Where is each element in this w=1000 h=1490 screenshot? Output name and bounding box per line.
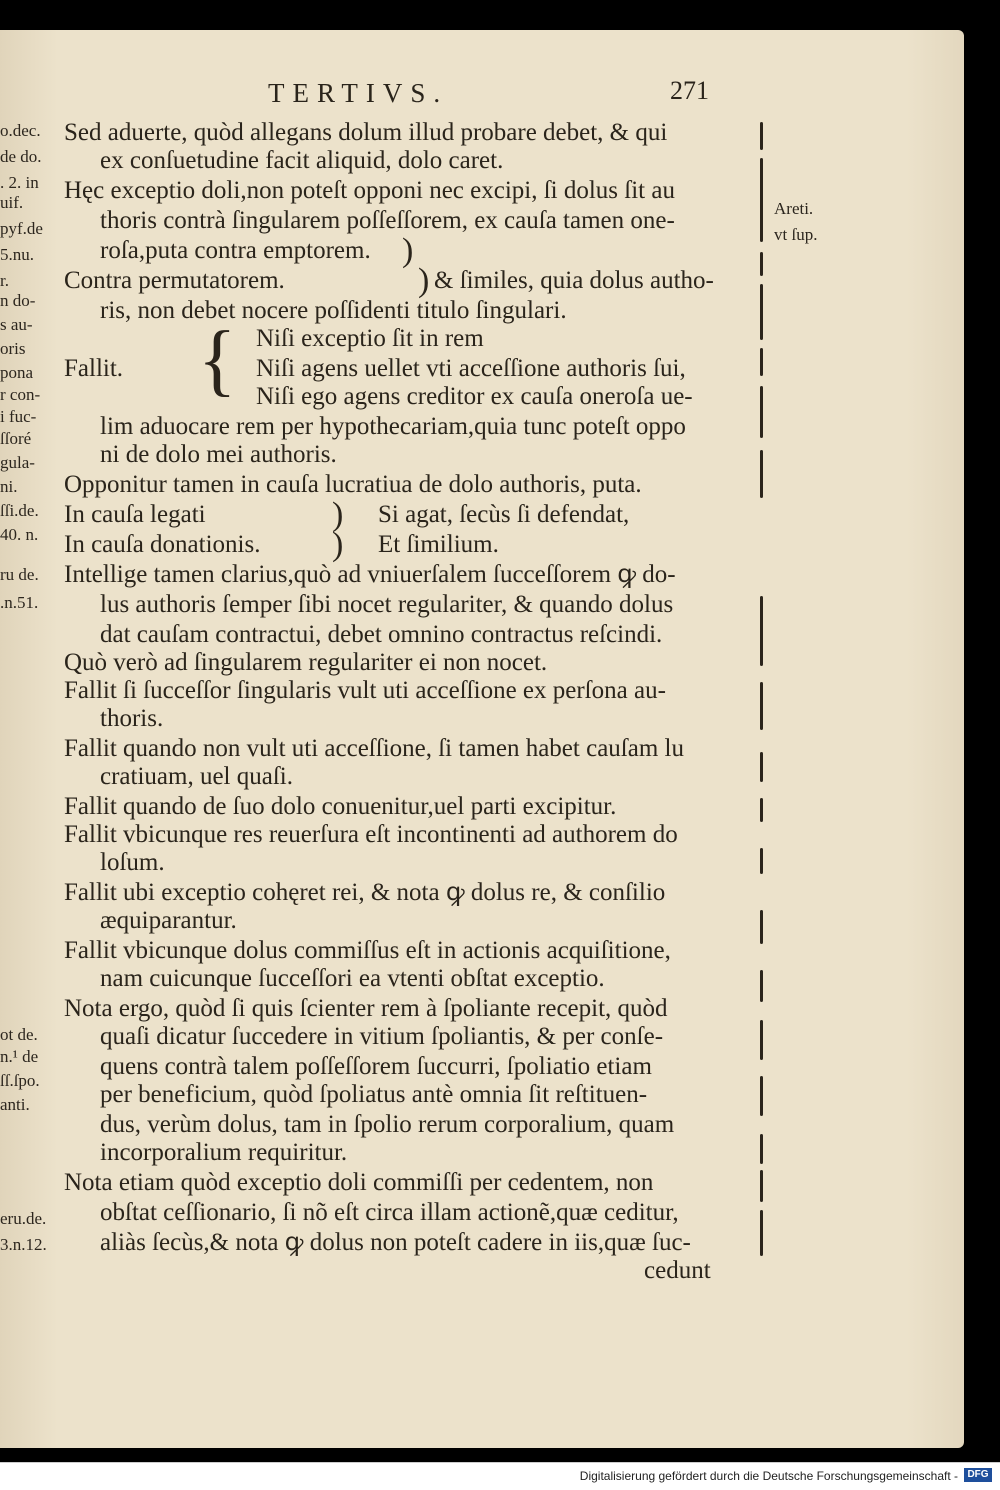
- body-line: Contra permutatorem.: [64, 267, 285, 294]
- margin-rule: [760, 752, 763, 782]
- left-margin-note: pyf.de: [0, 219, 43, 238]
- body-line: cratiuam, uel quaſi.: [100, 763, 293, 790]
- left-margin-note: .n.51.: [0, 593, 39, 612]
- left-margin-note: 40. n.: [0, 525, 39, 544]
- left-margin-note: ru de.: [0, 565, 39, 584]
- close-brace-mark: ): [332, 496, 344, 533]
- body-line: Et ſimilium.: [378, 531, 499, 558]
- left-margin-note: pona: [0, 363, 34, 382]
- body-line: Fallit ſi ſucceſſor ſingularis vult uti acceſſione ex perſona au-: [64, 677, 666, 704]
- close-brace-mark: ): [402, 232, 414, 269]
- left-margin-note: de do.: [0, 147, 42, 166]
- left-margin-note: oris: [0, 339, 26, 358]
- running-title: TERTIVS.: [268, 78, 449, 108]
- body-line: & ſimiles, quia dolus autho-: [434, 267, 714, 294]
- body-line: incorporalium requiritur.: [100, 1139, 348, 1166]
- body-line: lus authoris ſemper ſibi nocet regulariter, & quando dolus: [100, 591, 674, 618]
- body-line: Sed aduerte, quòd allegans dolum illud probare debet, & qui: [64, 119, 668, 146]
- body-line: In cauſa legati: [64, 501, 206, 528]
- left-margin-note: r.: [0, 271, 9, 290]
- margin-rule: [760, 596, 763, 666]
- body-line: nam cuicunque ſucceſſori ea vtenti obſtat exceptio.: [100, 965, 605, 992]
- page-number: 271: [670, 76, 709, 105]
- body-line: Fallit quando de ſuo dolo conuenitur,uel parti excipitur.: [64, 793, 617, 820]
- margin-rule: [760, 682, 763, 730]
- left-margin-note: ſſi.de.: [0, 501, 39, 520]
- body-line: Fallit ubi exceptio cohęret rei, & nota ꝙ dolus re, & conſilio: [64, 879, 666, 906]
- body-line: roſa,puta contra emptorem.: [100, 237, 371, 264]
- right-margin-note: vt ſup.: [774, 225, 818, 244]
- margin-rule: [760, 348, 763, 376]
- body-line: aliàs ſecùs,& nota ꝙ dolus non poteſt cadere in iis,quæ ſuc-: [100, 1229, 691, 1256]
- left-margin-note: gula-: [0, 453, 35, 472]
- left-margin-note: 5.nu.: [0, 245, 34, 264]
- body-line: Fallit vbicunque dolus commiſſus eſt in actionis acquiſitione,: [64, 937, 671, 964]
- body-line: Niſi exceptio ſit in rem: [256, 325, 484, 352]
- body-line: Fallit.: [64, 355, 124, 382]
- margin-rule: [760, 798, 763, 822]
- body-line: Intellige tamen clarius,quò ad vniuerſalem ſucceſſorem ꝙ do-: [64, 561, 676, 588]
- body-line: Niſi ego agens creditor ex cauſa oneroſa ue-: [256, 383, 693, 410]
- body-line: quens contrà talem poſſeſſorem ſuccurri, ſpoliatio etiam: [100, 1053, 652, 1080]
- body-line: dat cauſam contractui, debet omnino contractus reſcindi.: [100, 621, 663, 648]
- right-margin-note: Areti.: [774, 199, 814, 218]
- close-brace-mark: ): [418, 262, 430, 299]
- body-line: thoris.: [100, 705, 164, 732]
- body-line: quaſi dicatur ſuccedere in vitium ſpoliantis, & per conſe-: [100, 1023, 664, 1050]
- margin-rule: [760, 1170, 763, 1202]
- margin-rule: [760, 1134, 763, 1164]
- close-brace-mark: ): [332, 526, 344, 563]
- body-line: æquiparantur.: [100, 907, 237, 934]
- left-margin-note: r con-: [0, 385, 41, 404]
- body-line: lim aduocare rem per hypothecariam,quia tunc poteſt oppo: [100, 413, 686, 440]
- margin-rule: [760, 122, 763, 150]
- left-margin-note: ſſ.ſpo.: [0, 1071, 40, 1090]
- left-margin-note: anti.: [0, 1095, 30, 1114]
- body-line: thoris contrà ſingularem poſſeſſorem, ex cauſa tamen one-: [100, 207, 675, 234]
- body-line: In cauſa donationis.: [64, 531, 261, 558]
- body-line: Niſi agens uellet vti acceſſione authoris ſui,: [256, 355, 686, 382]
- margin-rule: [760, 284, 763, 340]
- left-margin-note: ot de.: [0, 1025, 38, 1044]
- body-line: Quò verò ad ſingularem regulariter ei non nocet.: [64, 649, 548, 676]
- left-margin-note: 3.n.12.: [0, 1235, 47, 1254]
- margin-rule: [760, 910, 763, 944]
- body-line: per beneficium, quòd ſpoliatus antè omnia ſit reſtituen-: [100, 1081, 648, 1108]
- left-margin-note: . 2. in: [0, 173, 39, 192]
- left-margin-note: n do-: [0, 291, 36, 310]
- margin-rule: [760, 450, 763, 498]
- left-margin-note: i fuc-: [0, 407, 37, 426]
- margin-rule: [760, 970, 763, 1002]
- body-line: Nota ergo, quòd ſi quis ſcienter rem à ſpoliante recepit, quòd: [64, 995, 668, 1022]
- margin-rule: [760, 1076, 763, 1116]
- body-line: Hęc exceptio doli,non poteſt opponi nec excipi, ſi dolus ſit au: [64, 177, 675, 204]
- margin-rule: [760, 158, 763, 242]
- left-margin-note: eru.de.: [0, 1209, 47, 1228]
- margin-rule: [760, 1020, 763, 1060]
- body-line: obſtat ceſſionario, ſi nõ eſt circa illam actionẽ,quæ ceditur,: [100, 1199, 679, 1226]
- dfg-logo: DFG: [964, 1468, 992, 1482]
- open-brace-mark: {: [198, 316, 237, 404]
- book-page: [0, 30, 964, 1448]
- body-line: dus, verùm dolus, tam in ſpolio rerum corporalium, quam: [100, 1111, 675, 1138]
- body-line: Fallit quando non vult uti acceſſione, ſi tamen habet cauſam lu: [64, 735, 684, 762]
- body-line: loſum.: [100, 849, 165, 876]
- left-margin-note: ni.: [0, 477, 18, 496]
- body-line: Si agat, ſecùs ſi defendat,: [378, 501, 630, 528]
- body-line: Fallit vbicunque res reuerſura eſt incontinenti ad authorem do: [64, 821, 678, 848]
- catchword: cedunt: [644, 1257, 711, 1284]
- margin-rule: [760, 252, 763, 276]
- body-line: Opponitur tamen in cauſa lucratiua de dolo authoris, puta.: [64, 471, 642, 498]
- funding-credit: Digitalisierung gefördert durch die Deutsche Forschungsgemeinschaft -: [579, 1469, 958, 1483]
- body-line: ris, non debet nocere poſſidenti titulo ſingulari.: [100, 297, 567, 324]
- margin-rule: [760, 848, 763, 874]
- left-margin-note: ſſoré: [0, 429, 32, 448]
- left-margin-note: o.dec.: [0, 121, 41, 140]
- left-margin-note: uif.: [0, 193, 24, 212]
- left-margin-note: n.¹ de: [0, 1047, 39, 1066]
- margin-rule: [760, 386, 763, 438]
- body-line: ni de dolo mei authoris.: [100, 441, 337, 468]
- left-margin-note: s au-: [0, 315, 33, 334]
- digitization-footer: [0, 1462, 1000, 1490]
- body-line: Nota etiam quòd exceptio doli commiſſi per cedentem, non: [64, 1169, 654, 1196]
- margin-rule: [760, 1210, 763, 1256]
- body-line: ex conſuetudine facit aliquid, dolo caret.: [100, 147, 504, 174]
